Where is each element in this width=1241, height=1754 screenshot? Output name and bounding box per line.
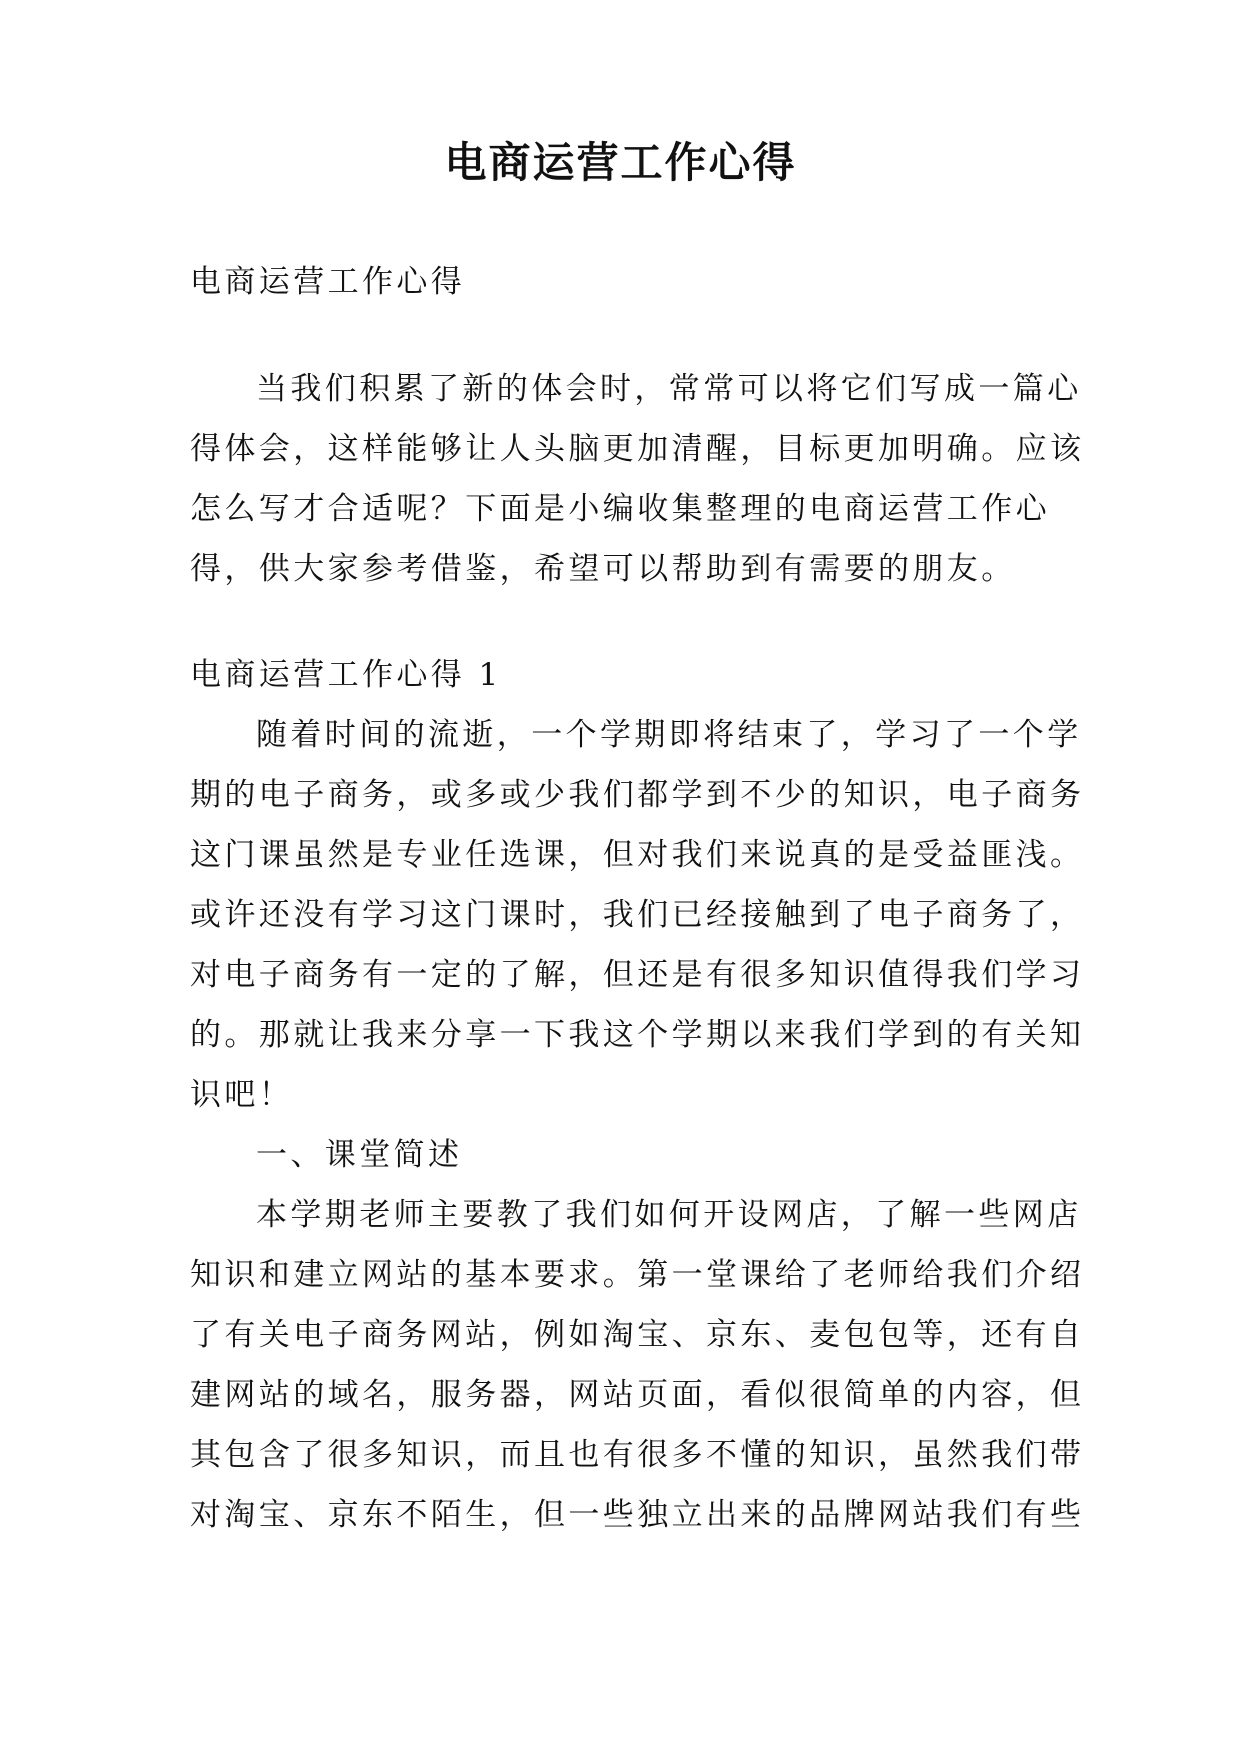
paragraph1-line-3: 这门课虽然是专业任选课，但对我们来说真的是受益匪浅。: [190, 837, 1085, 873]
paragraph2-line-5: 其包含了很多知识，而且也有很多不懂的知识，虽然我们带: [190, 1437, 1085, 1473]
paragraph1-line-6: 的。那就让我来分享一下我这个学期以来我们学到的有关知: [190, 1017, 1085, 1053]
paragraph1-line-7: 识吧！: [190, 1077, 294, 1113]
paragraph1-line-1: 随着时间的流逝，一个学期即将结束了，学习了一个学: [256, 717, 1082, 753]
paragraph2-line-4: 建网站的域名，服务器，网站页面，看似很简单的内容，但: [190, 1377, 1085, 1413]
paragraph2-line-6: 对淘宝、京东不陌生，但一些独立出来的品牌网站我们有些: [190, 1497, 1085, 1533]
paragraph2-line-3: 了有关电子商务网站，例如淘宝、京东、麦包包等，还有自: [190, 1317, 1085, 1353]
paragraph1-line-2: 期的电子商务，或多或少我们都学到不少的知识，电子商务: [190, 777, 1085, 813]
section-heading: 电商运营工作心得 1: [190, 657, 502, 693]
document-title: 电商运营工作心得: [444, 138, 797, 187]
document-subtitle: 电商运营工作心得: [190, 264, 466, 300]
section-subheading: 一、课堂简述: [256, 1137, 463, 1173]
intro-line-4: 得，供大家参考借鉴，希望可以帮助到有需要的朋友。: [190, 551, 1016, 587]
paragraph1-line-4: 或许还没有学习这门课时，我们已经接触到了电子商务了，: [190, 897, 1085, 933]
intro-line-2: 得体会，这样能够让人头脑更加清醒，目标更加明确。应该: [190, 431, 1085, 467]
paragraph1-line-5: 对电子商务有一定的了解，但还是有很多知识值得我们学习: [190, 957, 1085, 993]
paragraph2-line-2: 知识和建立网站的基本要求。第一堂课给了老师给我们介绍: [190, 1257, 1085, 1293]
intro-line-3: 怎么写才合适呢？下面是小编收集整理的电商运营工作心: [190, 491, 1050, 527]
paragraph2-line-1: 本学期老师主要教了我们如何开设网店，了解一些网店: [256, 1197, 1082, 1233]
intro-line-1: 当我们积累了新的体会时，常常可以将它们写成一篇心: [256, 371, 1082, 407]
